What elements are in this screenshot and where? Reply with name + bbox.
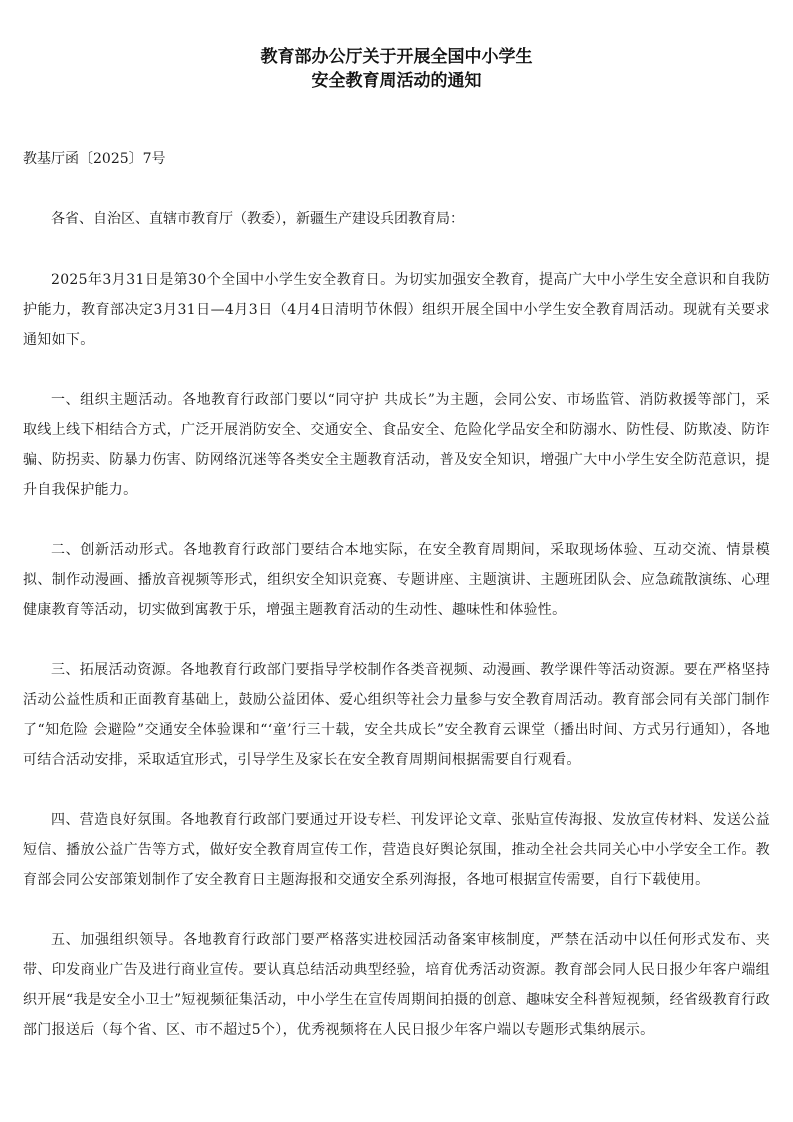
document-title [23, 45, 770, 93]
paragraph-section-1: 一、组织主题活动。各地教育行政部门要以“同守护 共成长”为主题，会同公安、市场监管、消防救援等部门，采取线上线下相结合方式，广泛开展消防安全、交通安全、食品安全、危险化学品安全和防溺水、防性侵、防欺凌、防诈骗、防拐卖、防暴力伤害、防网络沉迷等各类安全主题教育活动，普及安全知识，增强广大中小学生安全防范意识，提升自我保护能力。 [23, 392, 770, 498]
paragraph-section-5: 五、加强组织领导。各地教育行政部门要严格落实进校园活动备案审核制度，严禁在活动中以任何形式发布、夹带、印发商业广告及进行商业宣传。要认真总结活动典型经验，培育优秀活动资源。教育部会同人民日报少年客户端组织开展“我是安全小卫士”短视频征集活动，中小学生在宣传周期间拍摄的创意、趣味安全科普短视频，经省级教育行政部门报送后（每个省、区、市不超过5个），优秀视频将在人民日报少年客户端以专题形式集纳展示。 [23, 932, 770, 1038]
document-number: 教基厅函〔2025〕7号 [23, 151, 166, 167]
paragraph-section-2: 二、创新活动形式。各地教育行政部门要结合本地实际，在安全教育周期间，采取现场体验、互动交流、情景模拟、制作动漫画、播放音视频等形式，组织安全知识竞赛、专题讲座、主题演讲、主题班团队会、应急疏散演练、心理健康教育等活动，切实做到寓教于乐，增强主题教育活动的生动性、趣味性和体验性。 [23, 542, 770, 618]
salutation: 各省、自治区、直辖市教育厅（教委），新疆生产建设兵团教育局： [51, 211, 464, 227]
paragraph-section-3: 三、拓展活动资源。各地教育行政部门要指导学校制作各类音视频、动漫画、教学课件等活动资源。要在严格坚持活动公益性质和正面教育基础上，鼓励公益团体、爱心组织等社会力量参与安全教育周活动。教育部会同有关部门制作了“知危险 会避险”交通安全体验课和“‘童’行三十载，安全共成长”安全教育云课堂（播出时间、方式另行通知），各地可结合活动安排，采取适宜形式，引导学生及家长在安全教育周期间根据需要自行观看。 [23, 662, 770, 768]
paragraph-intro: 2025年3月31日是第30个全国中小学生安全教育日。为切实加强安全教育，提高广大中小学生安全意识和自我防护能力，教育部决定3月31日—4月3日（4月4日清明节休假）组织开展全国中小学生安全教育周活动。现就有关要求通知如下。 [23, 272, 770, 348]
title-line-1: 教育部办公厅关于开展全国中小学生 [260, 47, 533, 67]
paragraph-section-4: 四、营造良好氛围。各地教育行政部门要通过开设专栏、刊发评论文章、张贴宣传海报、发放宣传材料、发送公益短信、播放公益广告等方式，做好安全教育周宣传工作，营造良好舆论氛围，推动全社会共同关心中小学安全工作。教育部会同公安部策划制作了安全教育日主题海报和交通安全系列海报，各地可根据宣传需要，自行下载使用。 [23, 812, 770, 888]
title-line-2: 安全教育周活动的通知 [311, 71, 482, 91]
